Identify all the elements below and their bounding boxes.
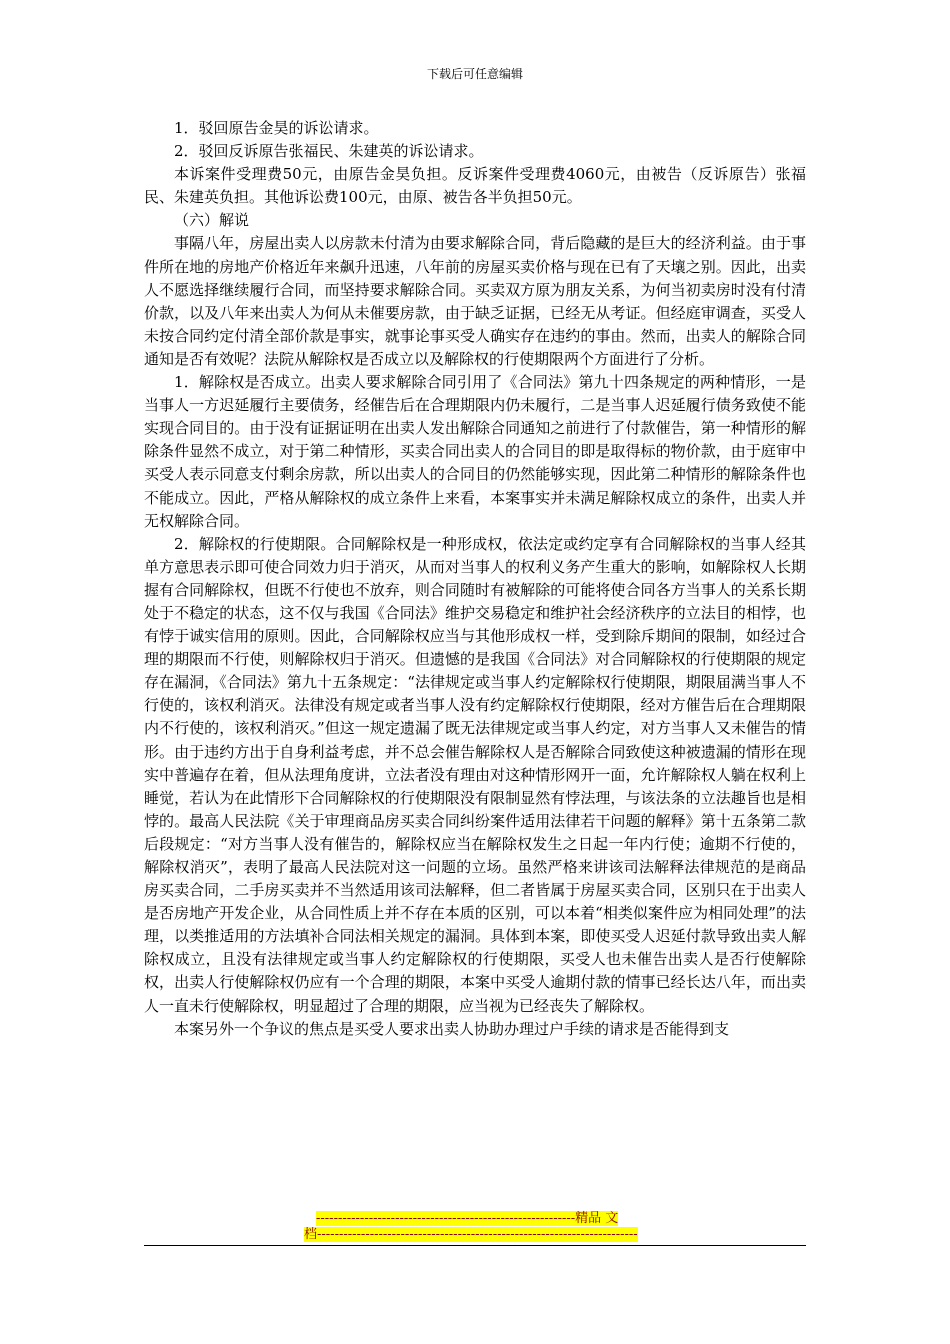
section-heading-explanation: （六）解说 — [174, 211, 250, 230]
paragraph-other-dispute: 本案另外一个争议的焦点是买受人要求出卖人协助办理过户手续的请求是否能得到支 — [174, 1019, 730, 1038]
page-header: 下载后可任意编辑 — [426, 67, 523, 81]
paragraph-rescission-right-period: 2．解除权的行使期限。合同解除权是一种形成权，依法定或约定享有合同解除权的当事人经其单方意思表示即可使合同效力归于消灭，从而对当事人的权利义务产生重大的影响，如解除权人长期握有合同解除权，但既不行使也不放弃，则合同随时有被解除的可能将使合同各方当事人的关系长期处于不稳定的状态，这不仅与我国《合同法》维护交易稳定和维护社会经济秩序的立法目的相悖，也有悖于诚实信用的原则。因此，合同解除权应当与其他形成权一样，受到除斥期间的限制，如经过合理的期限而不行使，则解除权归于消灭。但遗憾的是我国《合同法》对合同解除权的行使期限的规定存在漏洞，《合同法》第九十五条规定：“法律规定或当事人约定解除权行使期限，期限届满当事人不行使的，该权利消灭。法律没有规定或者当事人没有约定解除权行使期限，经对方催告后在合理期限内不行使的，该权利消灭。”但这一规定遗漏了既无法律规定或当事人约定，对方当事人又未催告的情形。由于违约方出于自身利益考虑，并不总会催告解除权人是否解除合同致使这种被遗漏的情形在现实中普遍存在着，但从法理角度讲，立法者没有理由对这种情形网开一面，允许解除权人躺在权利上睡觉，若认为在此情形下合同解除权的行使期限没有限制显然有悖法理，与该法条的立法趣旨也是相悖的。最高人民法院《关于审理商品房买卖合同纠纷案件适用法律若干问题的解释》第十五条第二款后段规定：“对方当事人没有催告的，解除权应当在解除权发生之日起一年内行使；逾期不行使的，解除权消灭”，表明了最高人民法院对这一问题的立场。虽然严格来讲该司法解释法律规范的是商品房买卖合同，二手房买卖并不当然适用该司法解释，但二者皆属于房屋买卖合同，区别只在于出卖人是否房地产开发企业，从合同性质上并不存在本质的区别，可以本着“相类似案件应为相同处理”的法理，以类推适用的方法填补合同法相关规定的漏洞。具体到本案，即使买受人迟延付款导致出卖人解除权成立，且没有法律规定或当事人约定解除权的行使期限，买受人也未催告出卖人是否行使解除权，出卖人行使解除权仍应有一个合理的期限，本案中买受人逾期付款的情事已经长达八年，而出卖人一直未行使解除权，明显超过了合理的期限，应当视为已经丧失了解除权。 — [144, 534, 806, 1015]
paragraph-court-fees: 本诉案件受理费50元，由原告金昊负担。反诉案件受理费4060元，由被告（反诉原告）张福民、朱建英负担。其他诉讼费100元，由原、被告各半负担50元。 — [144, 165, 806, 207]
footer-banner — [144, 1211, 806, 1243]
paragraph-verdict-2: 2．驳回反诉原告张福民、朱建英的诉讼请求。 — [174, 142, 484, 161]
footer-divider — [144, 1245, 806, 1246]
footer-banner-line-1: -----------------------------------------------------------精品 文 — [316, 1211, 619, 1226]
paragraph-rescission-right-established: 1．解除权是否成立。出卖人要求解除合同引用了《合同法》第九十四条规定的两种情形，一是当事人一方迟延履行主要债务，经催告后在合理期限内仍未履行，二是当事人迟延履行债务致使不能实现合同目的。由于没有证据证明在出卖人发出解除合同通知之前进行了付款催告，第一种情形的解除条件显然不成立，对于第二种情形，买卖合同出卖人的合同目的即是取得标的物价款，由于庭审中买受人表示同意支付剩余房款，所以出卖人的合同目的仍然能够实现，因此第二种情形的解除条件也不能成立。因此，严格从解除权的成立条件上来看，本案事实并未满足解除权成立的条件，出卖人并无权解除合同。 — [144, 373, 806, 530]
paragraph-verdict-1: 1．驳回原告金昊的诉讼请求。 — [174, 119, 379, 137]
footer-banner-line-2: 档------------------------------------------------------------------------- — [304, 1227, 638, 1242]
document-body — [144, 117, 806, 1041]
paragraph-background: 事隔八年，房屋出卖人以房款未付清为由要求解除合同，背后隐藏的是巨大的经济利益。由于事件所在地的房地产价格近年来飙升迅速，八年前的房屋买卖价格与现在已有了天壤之别。因此，出卖人不愿选择继续履行合同，而坚持要求解除合同。买卖双方原为朋友关系，为何当初卖房时没有付清价款，以及八年来出卖人为何从未催要房款，由于缺乏证据，已经无从考证。但经庭审调查，买受人未按合同约定付清全部价款是事实，就事论事买受人确实存在违约的事由。然而，出卖人的解除合同通知是否有效呢？法院从解除权是否成立以及解除权的行使期限两个方面进行了分析。 — [144, 234, 806, 368]
